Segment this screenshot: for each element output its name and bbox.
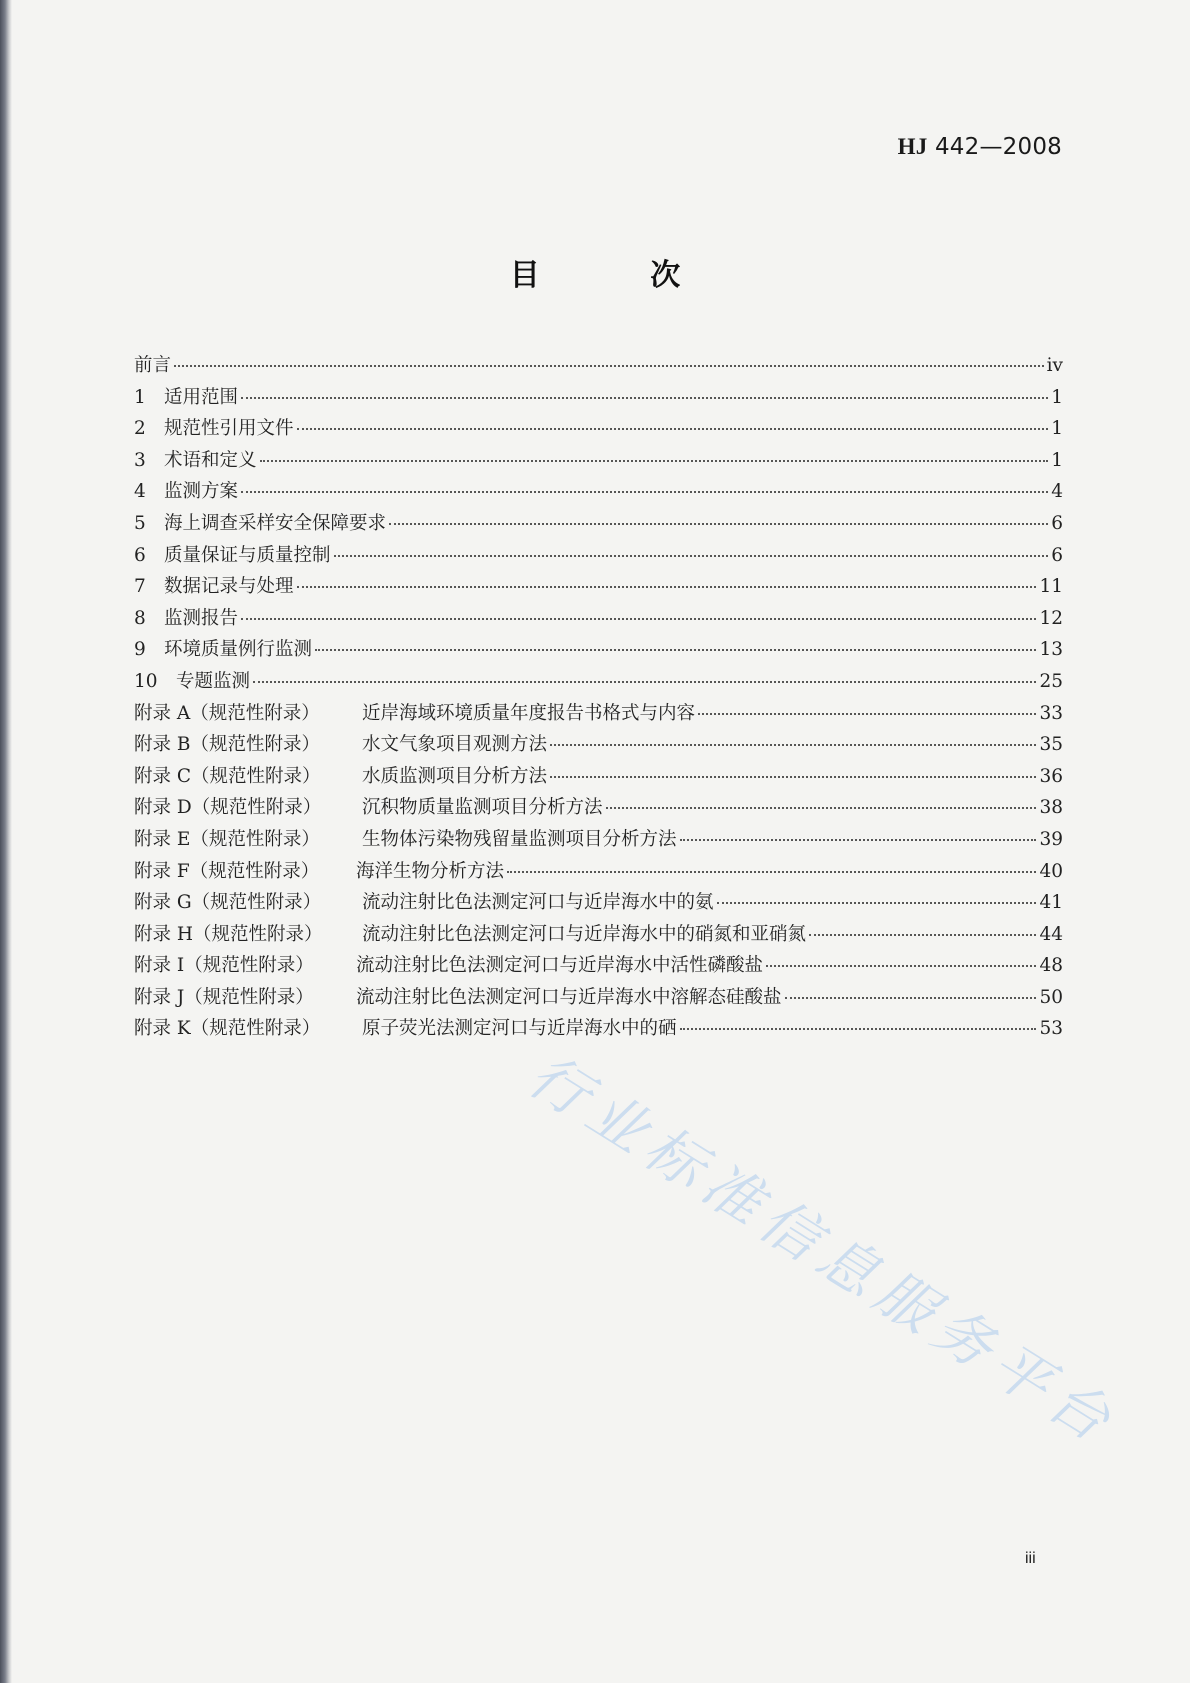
toc-entry-page: 38: [1039, 797, 1063, 819]
toc-entry-page: 1: [1051, 418, 1063, 440]
toc-entry-page: 4: [1051, 481, 1063, 503]
toc-entry-foreword[interactable]: [134, 351, 1063, 383]
toc-entry-number: 7: [134, 576, 146, 598]
standard-number: 442—2008: [934, 134, 1062, 160]
toc-entry-page: 53: [1039, 1018, 1063, 1040]
toc-appendix-k[interactable]: [134, 1014, 1063, 1046]
appendix-title: 流动注射比色法测定河口与近岸海水中的硝氮和亚硝氮: [362, 923, 807, 945]
toc-entry-page: 50: [1039, 986, 1063, 1008]
appendix-label: 附录 B（规范性附录）: [134, 734, 320, 756]
toc-entry-page: 12: [1039, 607, 1063, 629]
toc-entry-page: 11: [1039, 576, 1063, 598]
dot-leader: [241, 618, 1036, 620]
dot-leader: [174, 365, 1044, 367]
dot-leader: [680, 839, 1037, 841]
toc-appendix-j[interactable]: [134, 983, 1063, 1015]
dot-leader: [550, 776, 1036, 778]
toc-entry-page: 41: [1039, 892, 1063, 914]
dot-leader: [334, 555, 1049, 557]
appendix-title: 流动注射比色法测定河口与近岸海水中的氨: [362, 892, 714, 914]
toc-entry-2[interactable]: [134, 414, 1063, 446]
toc-entry-number: 3: [134, 449, 146, 471]
dot-leader: [297, 428, 1049, 430]
toc-entry-9[interactable]: [134, 635, 1063, 667]
appendix-label: 附录 H（规范性附录）: [134, 923, 323, 945]
toc-entry-page: 48: [1039, 955, 1063, 977]
appendix-label: 附录 K（规范性附录）: [134, 1018, 321, 1040]
toc-entry-title: 规范性引用文件: [164, 418, 294, 440]
appendix-title: 流动注射比色法测定河口与近岸海水中溶解态硅酸盐: [356, 986, 782, 1008]
toc-appendix-h[interactable]: [134, 920, 1063, 952]
appendix-label: 附录 C（规范性附录）: [134, 765, 321, 787]
toc-entry-page: 44: [1039, 923, 1063, 945]
toc-entry-title: 适用范围: [164, 386, 239, 408]
toc-entry-page: 1: [1051, 449, 1063, 471]
toc-entry-page: 25: [1039, 670, 1063, 692]
appendix-label: 附录 A（规范性附录）: [134, 702, 320, 724]
toc-entry-number: 6: [134, 544, 146, 566]
toc-entry-page: 36: [1039, 765, 1063, 787]
toc-entry-title: 质量保证与质量控制: [164, 544, 331, 566]
toc-entry-title: 前言: [134, 355, 172, 376]
appendix-title: 近岸海域环境质量年度报告书格式与内容: [362, 702, 696, 724]
toc-appendix-a[interactable]: [134, 699, 1063, 731]
toc-appendix-f[interactable]: [134, 857, 1063, 889]
appendix-title: 原子荧光法测定河口与近岸海水中的硒: [362, 1018, 677, 1040]
dot-leader: [389, 523, 1048, 525]
toc-entry-title: 监测方案: [164, 481, 239, 503]
dot-leader: [241, 491, 1048, 493]
toc-entry-number: 2: [134, 418, 146, 440]
toc-entry-10[interactable]: [134, 667, 1063, 699]
toc-entry-title: 海上调查采样安全保障要求: [164, 512, 387, 534]
toc-entry-page: 33: [1039, 702, 1063, 724]
toc-entry-page: 13: [1039, 639, 1063, 661]
appendix-title: 沉积物质量监测项目分析方法: [362, 797, 603, 819]
toc-appendix-b[interactable]: [134, 730, 1063, 762]
toc-entry-page: 35: [1039, 734, 1063, 756]
toc-entry-page: iv: [1046, 355, 1063, 376]
dot-leader: [260, 460, 1049, 462]
dot-leader: [297, 586, 1037, 588]
dot-leader: [315, 649, 1036, 651]
appendix-title: 生物体污染物残留量监测项目分析方法: [362, 828, 677, 850]
dot-leader: [698, 713, 1036, 715]
toc-entry-page: 39: [1039, 828, 1063, 850]
toc-entry-3[interactable]: [134, 446, 1063, 478]
toc-entry-page: 40: [1039, 860, 1063, 882]
dot-leader: [606, 807, 1037, 809]
dot-leader: [241, 397, 1048, 399]
toc-appendix-e[interactable]: [134, 825, 1063, 857]
toc-entry-title: 专题监测: [176, 670, 251, 692]
toc-entry-number: 8: [134, 607, 146, 629]
toc-entry-6[interactable]: [134, 541, 1063, 573]
appendix-label: 附录 E（规范性附录）: [134, 828, 320, 850]
dot-leader: [507, 871, 1036, 873]
dot-leader: [253, 681, 1036, 683]
toc-appendix-c[interactable]: [134, 762, 1063, 794]
toc-entry-4[interactable]: [134, 477, 1063, 509]
toc-entry-1[interactable]: [134, 383, 1063, 415]
appendix-label: 附录 D（规范性附录）: [134, 797, 322, 819]
toc-appendix-i[interactable]: [134, 951, 1063, 983]
dot-leader: [550, 744, 1036, 746]
appendix-title: 流动注射比色法测定河口与近岸海水中活性磷酸盐: [356, 955, 764, 977]
standard-code: [898, 134, 1062, 160]
page-number: iii: [1025, 1550, 1036, 1567]
toc-entry-title: 术语和定义: [164, 449, 257, 471]
appendix-label: 附录 F（规范性附录）: [134, 860, 320, 882]
toc-entry-title: 环境质量例行监测: [164, 639, 313, 661]
dot-leader: [766, 965, 1036, 967]
dot-leader: [809, 934, 1036, 936]
toc-entry-page: 1: [1051, 386, 1063, 408]
toc-entry-8[interactable]: [134, 604, 1063, 636]
dot-leader: [717, 902, 1037, 904]
appendix-title: 水质监测项目分析方法: [362, 765, 548, 787]
toc-entry-number: 5: [134, 512, 146, 534]
table-of-contents: [134, 351, 1063, 1046]
appendix-label: 附录 I（规范性附录）: [134, 955, 314, 977]
toc-entry-number: 4: [134, 481, 146, 503]
toc-entry-number: 9: [134, 639, 146, 661]
toc-appendix-g[interactable]: [134, 888, 1063, 920]
toc-entry-number: 1: [134, 386, 146, 408]
appendix-label: 附录 J（规范性附录）: [134, 986, 314, 1008]
watermark: 行业标准信息服务平台: [517, 1041, 1130, 1460]
toc-appendix-d[interactable]: [134, 793, 1063, 825]
standard-prefix: HJ: [897, 134, 928, 159]
page-title: 目 次: [509, 258, 731, 293]
appendix-title: 海洋生物分析方法: [356, 860, 505, 882]
toc-entry-page: 6: [1051, 544, 1063, 566]
dot-leader: [785, 997, 1037, 999]
appendix-label: 附录 G（规范性附录）: [134, 892, 322, 914]
toc-entry-title: 数据记录与处理: [164, 576, 294, 598]
dot-leader: [680, 1028, 1037, 1030]
toc-entry-7[interactable]: [134, 572, 1063, 604]
toc-entry-number: 10: [134, 670, 158, 692]
toc-entry-5[interactable]: [134, 509, 1063, 541]
appendix-title: 水文气象项目观测方法: [362, 734, 548, 756]
toc-entry-page: 6: [1051, 512, 1063, 534]
toc-entry-title: 监测报告: [164, 607, 239, 629]
